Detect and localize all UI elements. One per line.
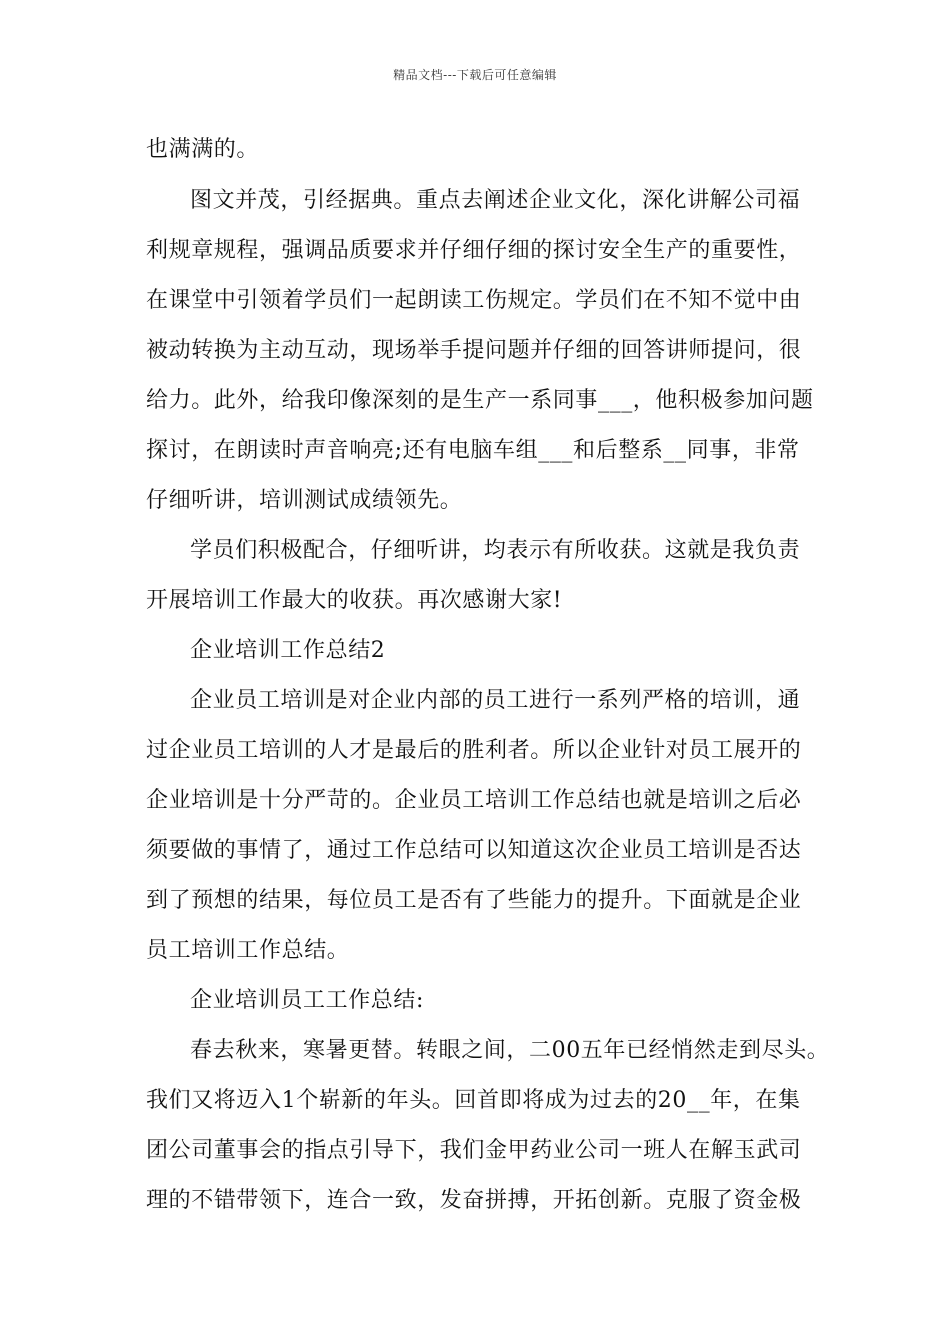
page-header: 精品文档---下载后可任意编辑 (393, 68, 557, 82)
paragraph-start-line: 春去秋来，寒暑更替。转眼之间，二00五年已经悄然走到尽头。 (190, 1038, 830, 1063)
text-line: 被动转换为主动互动，现场举手提问题并仔细的回答讲师提问，很 (146, 338, 802, 363)
text-line: 也满满的。 (146, 137, 260, 162)
text-line: 开展培训工作最大的收获。再次感谢大家! (146, 588, 563, 613)
text-line: 我们又将迈入1个崭新的年头。回首即将成为过去的20__年，在集 (146, 1088, 801, 1113)
text-line: 探讨，在朗读时声音响亮;还有电脑车组___和后整系__同事，非常 (146, 438, 800, 463)
text-line: 仔细听讲，培训测试成绩领先。 (146, 488, 463, 513)
text-line: 理的不错带领下，连合一致，发奋拼搏，开拓创新。克服了资金极 (146, 1188, 802, 1213)
text-line: 过企业员工培训的人才是最后的胜利者。所以企业针对员工展开的 (146, 738, 802, 763)
paragraph-start-line: 图文并茂，引经据典。重点去阐述企业文化，深化讲解公司福 (190, 188, 801, 213)
text-line: 须要做的事情了，通过工作总结可以知道这次企业员工培训是否达 (146, 838, 802, 863)
text-line: 团公司董事会的指点引导下，我们金甲药业公司一班人在解玉武司 (146, 1138, 802, 1163)
subsection-heading: 企业培训员工工作总结: (190, 988, 425, 1013)
section-heading: 企业培训工作总结2 (190, 638, 386, 663)
text-line: 到了预想的结果，每位员工是否有了些能力的提升。下面就是企业 (146, 888, 802, 913)
paragraph-start-line: 企业员工培训是对企业内部的员工进行一系列严格的培训，通 (190, 688, 801, 713)
paragraph-start-line: 学员们积极配合，仔细听讲，均表示有所收获。这就是我负责 (190, 538, 801, 563)
text-line: 给力。此外，给我印像深刻的是生产一系同事___，他积极参加问题 (146, 388, 814, 413)
text-line: 企业培训是十分严苛的。企业员工培训工作总结也就是培训之后必 (146, 788, 802, 813)
text-line: 员工培训工作总结。 (146, 938, 350, 963)
text-line: 利规章规程，强调品质要求并仔细仔细的探讨安全生产的重要性， (146, 238, 802, 263)
text-line: 在课堂中引领着学员们一起朗读工伤规定。学员们在不知不觉中由 (146, 288, 802, 313)
